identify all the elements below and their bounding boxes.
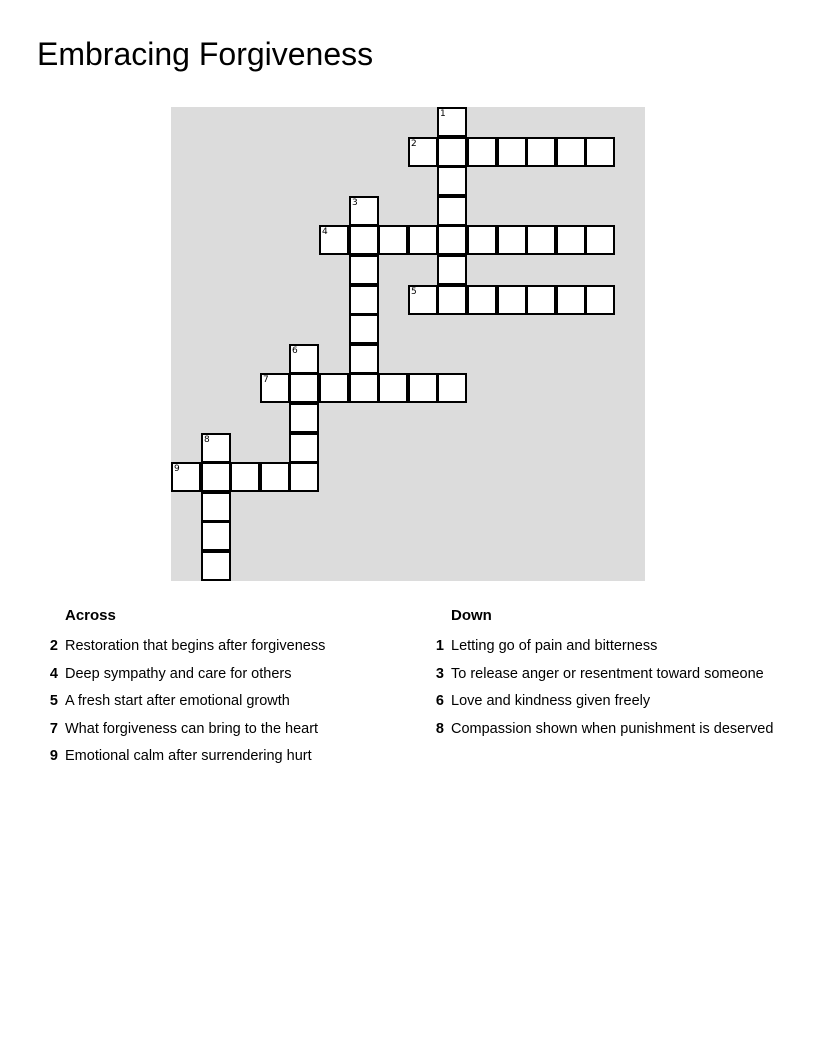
grid-cell[interactable] [171,462,201,492]
clue-down-3 [430,664,790,692]
grid-cell[interactable] [349,196,379,226]
clue-number: 6 [435,693,444,709]
clue-number: 7 [49,720,58,737]
grid-cell[interactable] [289,344,319,374]
grid-cell[interactable] [408,225,438,255]
across-heading: Across [65,607,116,624]
grid-cell[interactable] [349,285,379,315]
cell-number: 4 [322,227,328,237]
grid-cell[interactable] [497,285,527,315]
clue-text: Emotional calm after surrendering hurt [65,748,312,764]
grid-cell[interactable] [437,166,467,196]
clue-down-8 [430,719,790,747]
grid-cell[interactable] [437,196,467,226]
grid-cell[interactable] [319,373,349,403]
down-clues [430,606,790,746]
clue-number: 3 [435,665,444,682]
grid-cell[interactable] [408,137,438,167]
clue-text: Love and kindness given freely [451,693,651,709]
clue-down-1 [430,636,790,664]
grid-cell[interactable] [556,137,586,167]
grid-cell[interactable] [230,462,260,492]
clue-text: Letting go of pain and bitterness [451,638,658,654]
grid-cell[interactable] [437,373,467,403]
grid-cell[interactable] [201,551,231,581]
grid-cell[interactable] [349,255,379,285]
clue-number: 8 [435,720,444,737]
clue-text: Restoration that begins after forgiveness [65,638,326,654]
grid-cell[interactable] [289,373,319,403]
across-clues [44,606,384,774]
clue-text: To release anger or resentment toward someone [451,665,764,682]
grid-cell[interactable] [585,137,615,167]
grid-cell[interactable] [289,403,319,433]
grid-cell[interactable] [201,462,231,492]
grid-cell[interactable] [349,225,379,255]
grid-cell[interactable] [437,225,467,255]
grid-cell[interactable] [467,225,497,255]
clue-number: 5 [49,693,58,709]
grid-cell[interactable] [467,137,497,167]
clue-number: 9 [49,748,58,764]
crossword-grid [171,107,645,581]
clue-number: 4 [49,665,58,682]
clue-across-7 [44,719,384,747]
grid-cell[interactable] [378,225,408,255]
grid-cell[interactable] [349,373,379,403]
grid-cell[interactable] [585,285,615,315]
grid-cell[interactable] [289,433,319,463]
grid-cell[interactable] [349,344,379,374]
cell-number: 6 [292,346,298,356]
grid-cell[interactable] [201,433,231,463]
cell-number: 8 [204,435,210,445]
grid-cell[interactable] [585,225,615,255]
grid-cell[interactable] [526,137,556,167]
page-title: Embracing Forgiveness [37,36,374,72]
grid-cell[interactable] [437,137,467,167]
clue-number: 1 [435,638,444,654]
grid-cell[interactable] [526,285,556,315]
grid-cell[interactable] [497,137,527,167]
clue-text: Compassion shown when punishment is deserved [451,720,774,737]
cell-number: 1 [440,109,446,119]
grid-cell[interactable] [260,373,290,403]
grid-cell[interactable] [437,107,467,137]
grid-cell[interactable] [556,285,586,315]
grid-cell[interactable] [201,492,231,522]
grid-cell[interactable] [526,225,556,255]
grid-cell[interactable] [437,285,467,315]
clue-text: A fresh start after emotional growth [65,693,290,709]
grid-cell[interactable] [289,462,319,492]
cell-number: 9 [174,464,180,474]
cell-number: 2 [411,139,417,149]
grid-cell[interactable] [437,255,467,285]
grid-cell[interactable] [349,314,379,344]
grid-cell[interactable] [201,521,231,551]
cell-number: 7 [263,375,269,385]
clue-across-2 [44,636,384,664]
grid-cell[interactable] [467,285,497,315]
cell-number: 3 [352,198,358,208]
clue-text: What forgiveness can bring to the heart [65,720,319,737]
clue-number: 2 [49,638,58,654]
grid-cell[interactable] [408,373,438,403]
down-heading: Down [451,607,492,624]
clue-across-9 [44,746,384,774]
cell-number: 5 [411,287,417,297]
grid-cell[interactable] [497,225,527,255]
clue-text: Deep sympathy and care for others [65,665,292,682]
grid-cell[interactable] [260,462,290,492]
clue-across-5 [44,691,384,719]
grid-cell[interactable] [378,373,408,403]
grid-cell[interactable] [319,225,349,255]
grid-cell[interactable] [408,285,438,315]
clue-down-6 [430,691,790,719]
grid-cell[interactable] [556,225,586,255]
clue-across-4 [44,664,384,692]
